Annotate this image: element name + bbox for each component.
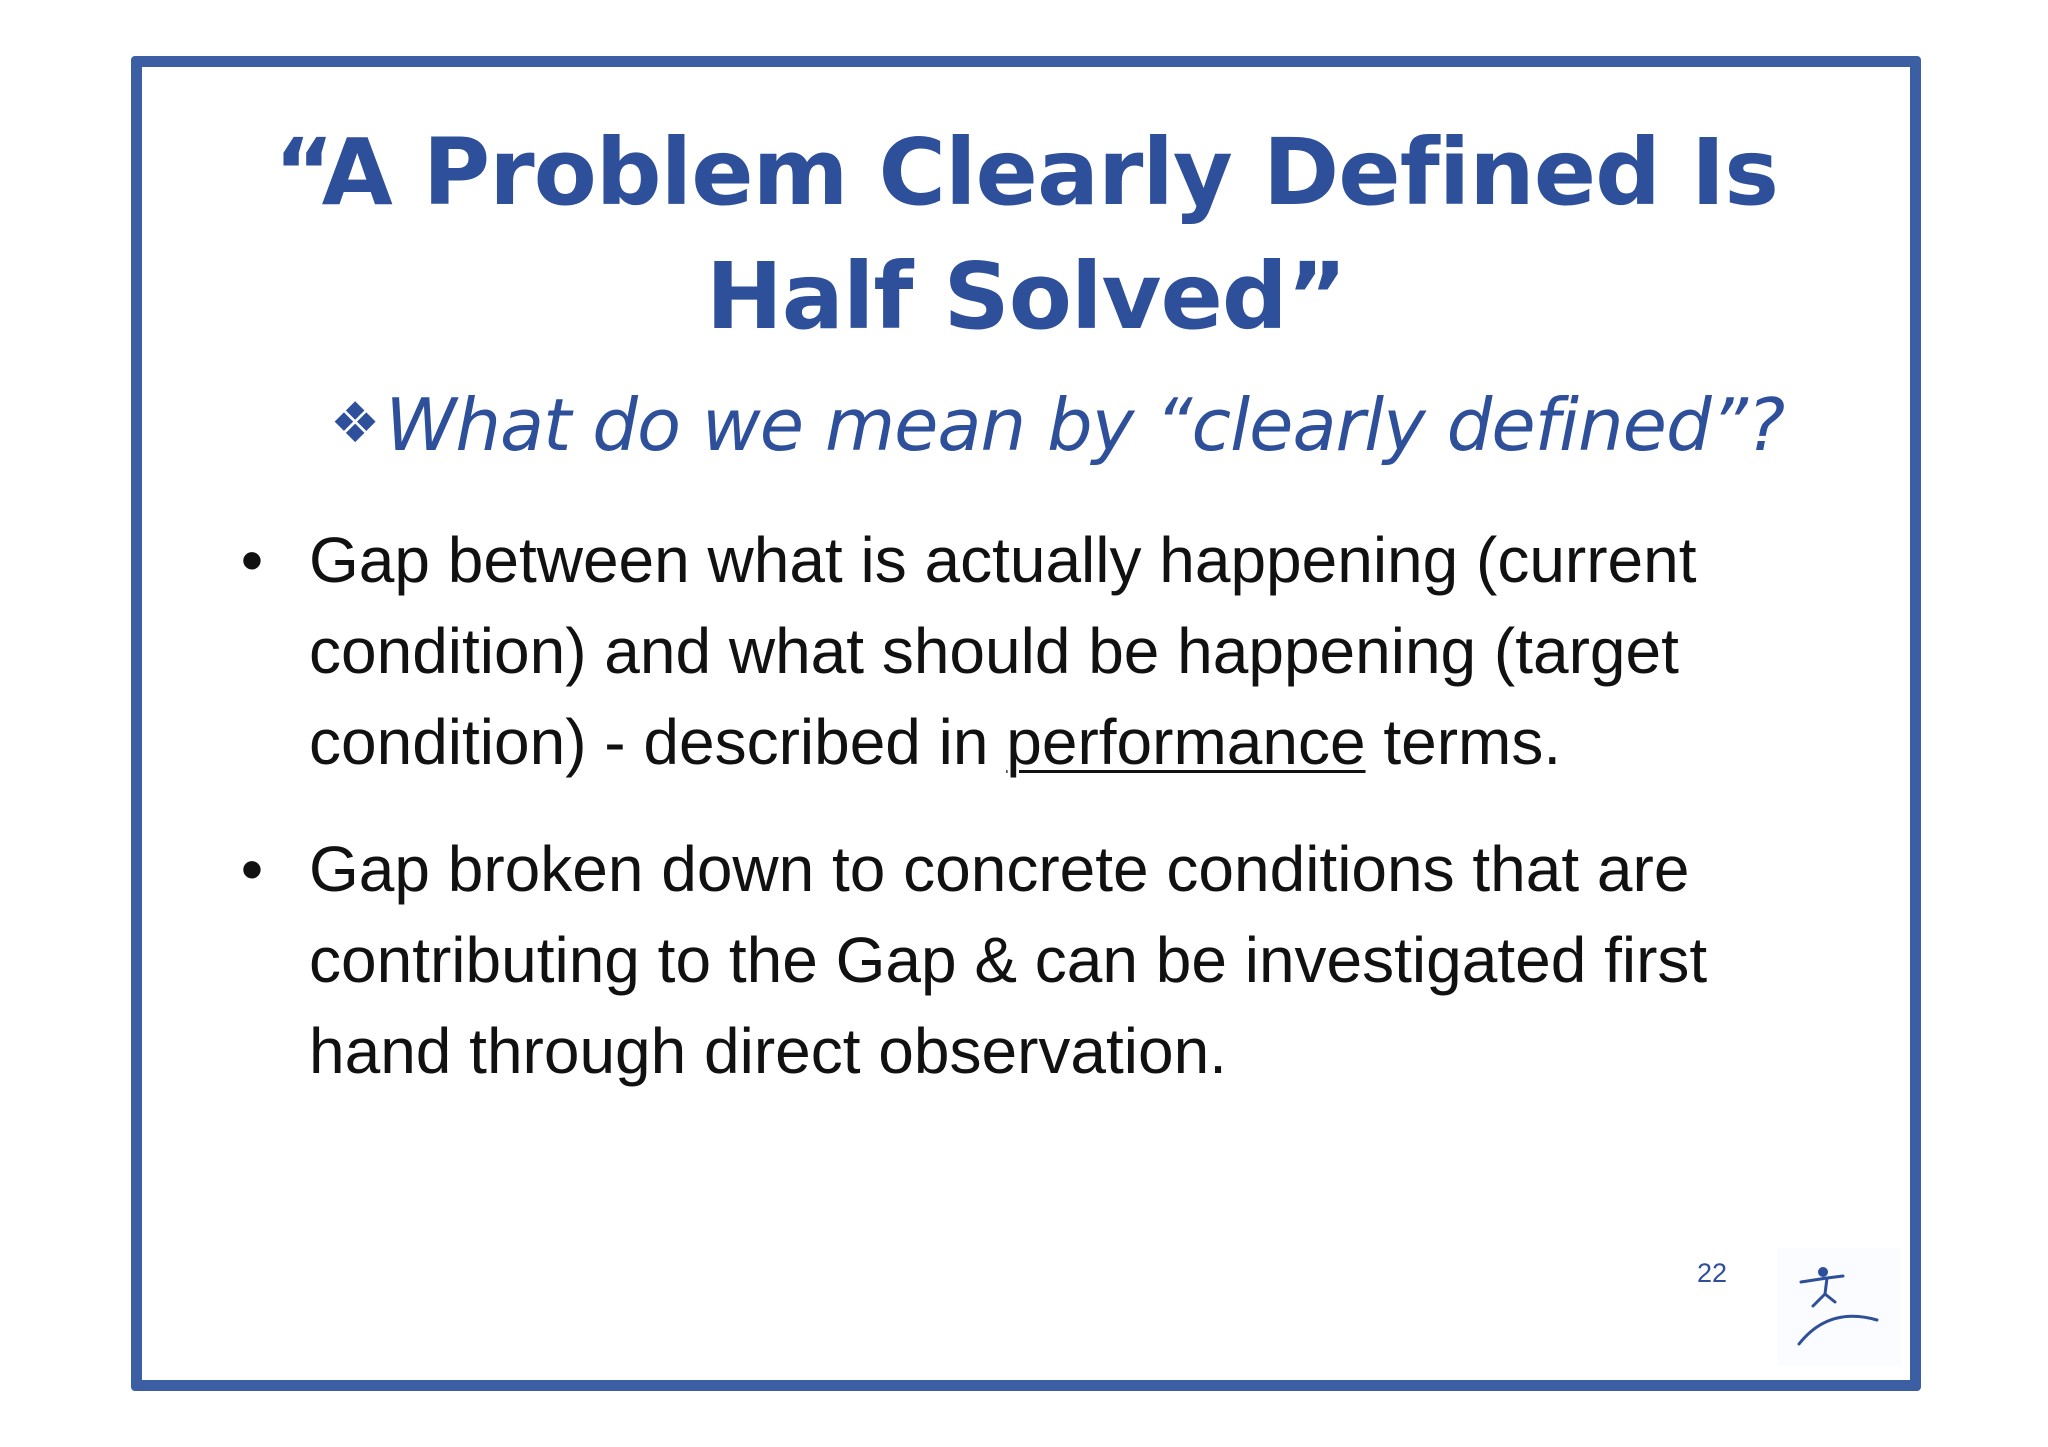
bullet-dot-icon: • [240, 833, 264, 905]
leaping-figure-logo-icon [1777, 1248, 1901, 1366]
slide-frame [131, 56, 1921, 1391]
page-number: 22 [1697, 1258, 1728, 1288]
bullet-1-text-after: terms. [1365, 706, 1562, 778]
company-logo [1777, 1248, 1901, 1366]
bullet-item [232, 824, 1832, 1097]
subtitle-text: What do we mean by “clearly defined”? [385, 383, 1785, 467]
title-line-2: Half Solved” [705, 243, 1347, 350]
bullet-dot-icon: • [240, 524, 264, 596]
slide-subtitle [330, 379, 1784, 470]
four-diamond-bullet-icon: ❖ [330, 391, 380, 456]
slide-title [142, 111, 1910, 359]
bullet-1-text-before: Gap between what is actually happening (current condition) and what should be happening (target condition) - described in [309, 524, 1697, 778]
title-line-1: “A Problem Clearly Defined Is [273, 119, 1779, 226]
bullet-2-text: Gap broken down to concrete conditions that are contributing to the Gap & can be investigated first hand through direct observation. [309, 833, 1708, 1087]
bullet-list [232, 515, 1832, 1097]
bullet-1-underlined-word: performance [1006, 706, 1366, 778]
bullet-item [232, 515, 1832, 788]
